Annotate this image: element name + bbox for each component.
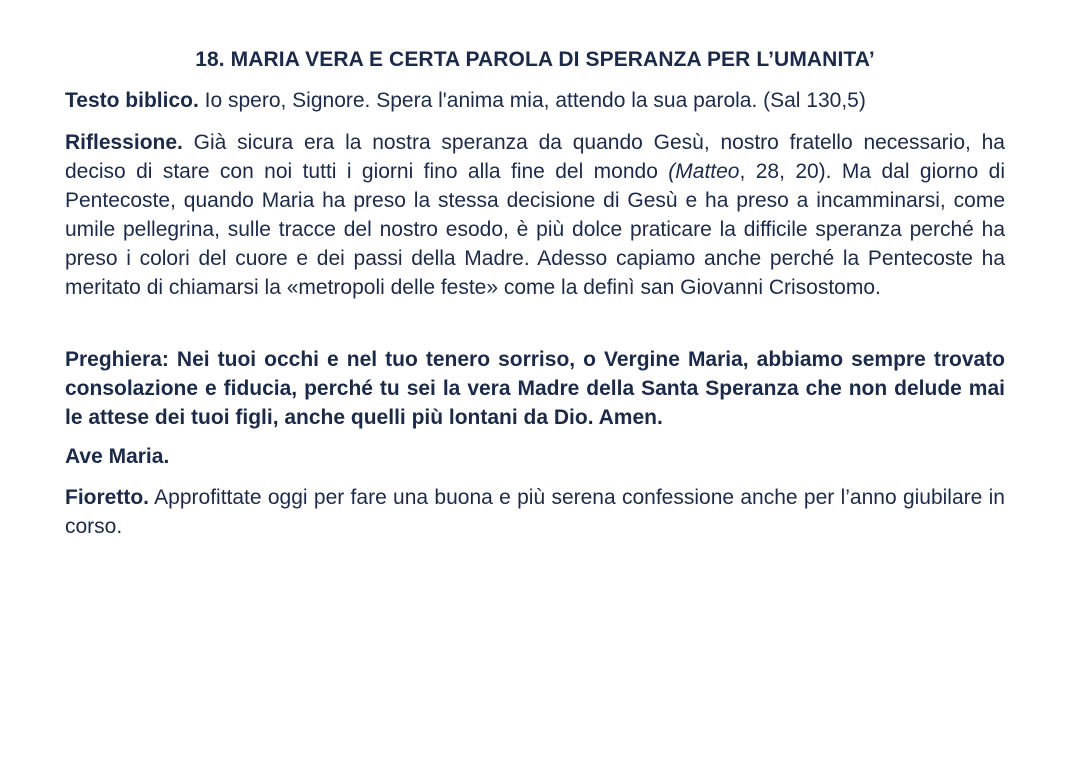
spacer <box>65 315 1005 345</box>
fioretto-paragraph <box>65 483 1005 541</box>
ave-maria: Ave Maria. <box>65 445 170 468</box>
riflessione-reference: (Matteo <box>668 160 740 183</box>
fioretto-text: Approfittate oggi per fare una buona e più serena confessione anche per l’anno giubilare in corso. <box>65 486 1005 538</box>
testo-biblico-text: Io spero, Signore. Spera l'anima mia, attendo la sua parola. (Sal 130,5) <box>198 89 866 112</box>
testo-biblico-paragraph <box>65 86 1005 115</box>
page-title: 18. MARIA VERA E CERTA PAROLA DI SPERANZA PER L’UMANITA’ <box>195 48 875 71</box>
riflessione-text-before: Già sicura era la nostra speranza da quando Gesù, nostro fratello necessario, ha deciso di stare con noi tutti i giorni fino alla fine del mondo <box>65 131 1005 183</box>
preghiera-paragraph: Preghiera: Nei tuoi occhi e nel tuo tenero sorriso, o Vergine Maria, abbiamo sempre trovato consolazione e fiducia, perché tu sei la vera Madre della Santa Speranza che non delude mai le attese dei tuoi figli, anche quelli più lontani da Dio. Amen. <box>65 348 1005 429</box>
riflessione-text-after: , 28, 20). Ma dal giorno di Pentecoste, quando Maria ha preso la stessa decisione di Gesù e ha preso a incamminarsi, come umile pellegrina, sulle tracce del nostro esodo, è più dolce praticare la difficile speranza perché ha preso i colori del cuore e dei passi della Madre. Adesso capiamo anche perché la Pentecoste ha meritato di chiamarsi la «metropoli delle feste» come la definì san Giovanni Crisostomo. <box>65 160 1006 299</box>
testo-biblico-label: Testo biblico. <box>65 89 199 112</box>
riflessione-label: Riflessione. <box>65 131 183 154</box>
document-page <box>65 48 1005 554</box>
riflessione-paragraph <box>65 128 1005 302</box>
fioretto-label: Fioretto. <box>65 486 149 509</box>
